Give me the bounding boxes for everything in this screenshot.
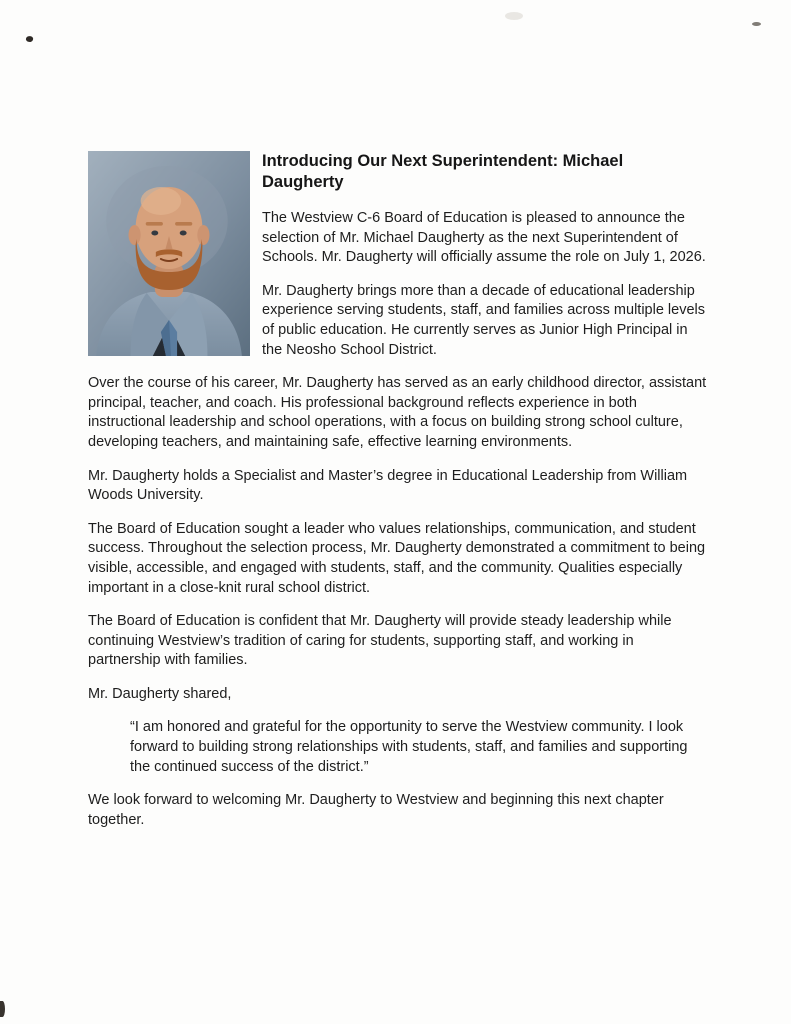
scan-smudge — [505, 12, 523, 20]
intro-paragraph-2: Mr. Daugherty brings more than a decade of educational leadership experience serving students, staff, and families across multiple levels of public education. He currently serves as Junior High Principal in the Neosho School District. — [262, 282, 706, 358]
body-paragraph-2: Mr. Daugherty holds a Specialist and Master’s degree in Educational Leadership from William Woods University. — [88, 467, 688, 504]
closing-paragraph: We look forward to welcoming Mr. Daugherty to Westview and beginning this next chapter together. — [88, 792, 664, 828]
header-section — [88, 151, 709, 374]
body-paragraph-3: The Board of Education sought a leader who values relationships, communication, and student success. Throughout the selection process, Mr. Daugherty demonstrated a commitment to being visible, accessible, and engaged with students, staff, and the community. Qualities especially important in a close-knit rural school district. — [88, 520, 706, 596]
body-paragraph-1: Over the course of his career, Mr. Daugherty has served as an early childhood director, assistant principal, teacher, and coach. His professional background reflects experience in both instructional leadership and school operations, with a focus on building strong school culture, developing teachers, and maintaining safe, effective learning environments. — [88, 375, 707, 450]
article-title: Introducing Our Next Superintendent: Michael Daugherty — [262, 152, 624, 191]
superintendent-portrait-photo — [88, 151, 250, 356]
portrait-illustration — [88, 151, 250, 356]
scan-mark — [752, 22, 761, 26]
body-paragraph-4: The Board of Education is confident that Mr. Daugherty will provide steady leadership while continuing Westview’s tradition of caring for students, supporting staff, and working in partnership with families. — [88, 613, 672, 669]
intro-column — [262, 151, 709, 374]
quote-paragraph: “I am honored and grateful for the opportunity to serve the Westview community. I look forward to building strong relationships with students, staff, and families and supporting the continued success of the district.” — [130, 719, 688, 775]
intro-paragraph-1: The Westview C-6 Board of Education is pleased to announce the selection of Mr. Michael Daugherty as the next Superintendent of Schools. Mr. Daugherty will officially assume the role on July 1, 2026. — [262, 210, 706, 266]
body-paragraph-5: Mr. Daugherty shared, — [88, 685, 232, 702]
scan-mark — [25, 35, 34, 43]
scan-mark — [0, 1001, 5, 1017]
article-body — [88, 151, 709, 844]
